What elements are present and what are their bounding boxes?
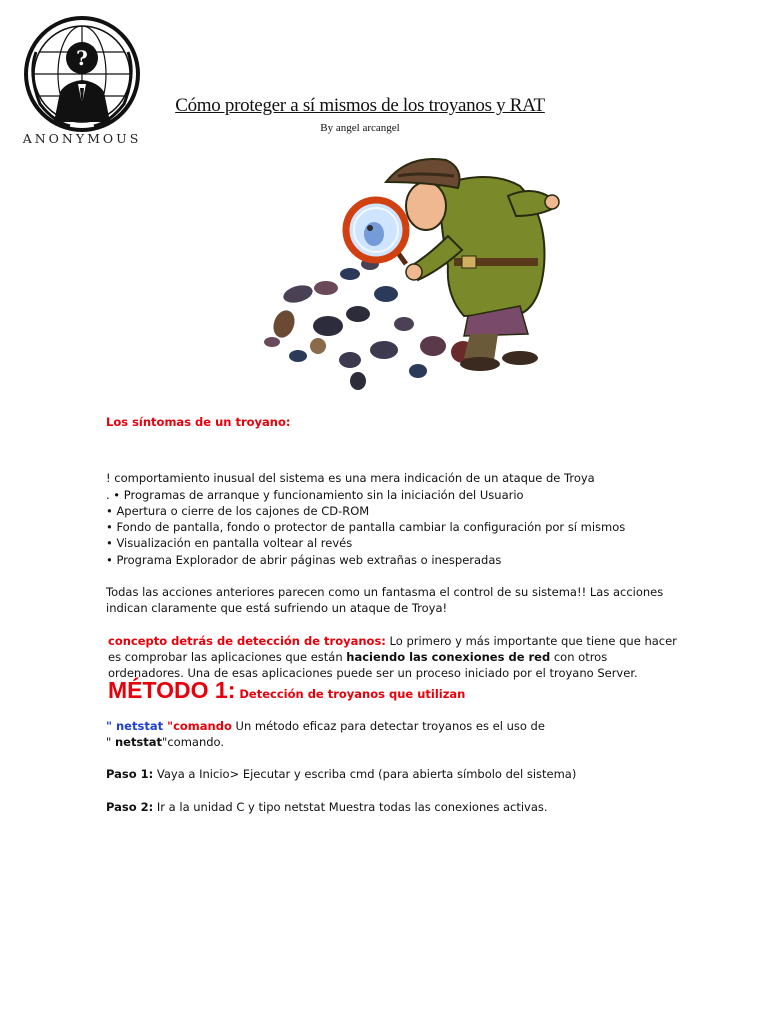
method-label: MÉTODO 1: xyxy=(108,676,236,703)
detective-illustration xyxy=(258,146,563,398)
netstat-keyword: netstat xyxy=(116,718,164,733)
step-2-label: Paso 2: xyxy=(106,799,154,814)
concept-text-1: Lo primero y más importante que tiene que hacer es comprobar las aplicaciones que están xyxy=(108,633,677,664)
step-2 xyxy=(106,799,686,815)
footprints xyxy=(264,258,475,390)
concept-text-2: con otros ordenadores. Una de esas aplicaciones puede ser un proceso iniciado por el troyano Server. xyxy=(108,649,638,681)
byline: By angel arcangel xyxy=(320,122,400,134)
concept-paragraph xyxy=(108,633,686,702)
symptom-line-3: • Apertura o cierre de los cajones de CD-ROM xyxy=(106,503,370,518)
concept-label: concepto detrás de detección de troyanos: xyxy=(108,633,386,648)
netstat-comando-label: "comando xyxy=(163,718,232,733)
logo-question-mark: ? xyxy=(76,46,88,70)
netstat-paragraph xyxy=(106,718,686,751)
netstat-line2-suffix: "comando. xyxy=(162,735,225,750)
step-1-label: Paso 1: xyxy=(106,767,154,782)
method-subtitle: Detección de troyanos que utilizan xyxy=(235,686,466,701)
netstat-quote-open: " xyxy=(106,718,116,733)
concept-bold: haciendo las conexiones de red xyxy=(346,649,551,664)
logo-text: ANONYMOUS xyxy=(22,131,142,146)
netstat-text: Un método eficaz para detectar troyanos es el uso de xyxy=(231,718,545,733)
page-title: Cómo proteger a sí mismos de los troyanos y RAT xyxy=(175,95,545,116)
section-title-sintomas: Los síntomas de un troyano: xyxy=(106,415,291,429)
symptom-line-1: ! comportamiento inusual del sistema es una mera indicación de un ataque de Troya xyxy=(106,471,595,486)
summary-paragraph: Todas las acciones anteriores parecen como un fantasma el control de su sistema!! Las acciones indican claramente que está sufriendo un ataque de Troya! xyxy=(106,585,664,616)
symptom-line-4: • Fondo de pantalla, fondo o protector de pantalla cambiar la configuración por sí mismos xyxy=(106,520,626,535)
symptom-line-2: . • Programas de arranque y funcionamiento sin la iniciación del Usuario xyxy=(106,487,524,502)
netstat-line2-prefix: " xyxy=(106,735,115,750)
document-body xyxy=(106,414,686,815)
symptom-line-5: • Visualización en pantalla voltear al revés xyxy=(106,536,353,551)
step-2-text: Ir a la unidad C y tipo netstat Muestra todas las conexiones activas. xyxy=(153,799,548,814)
symptom-line-6: • Programa Explorador de abrir páginas web extrañas o inesperadas xyxy=(106,552,502,567)
step-1-text: Vaya a Inicio> Ejecutar y escriba cmd (para abierta símbolo del sistema) xyxy=(153,767,577,782)
step-1 xyxy=(106,766,686,782)
netstat-line2-bold: netstat xyxy=(114,735,163,750)
